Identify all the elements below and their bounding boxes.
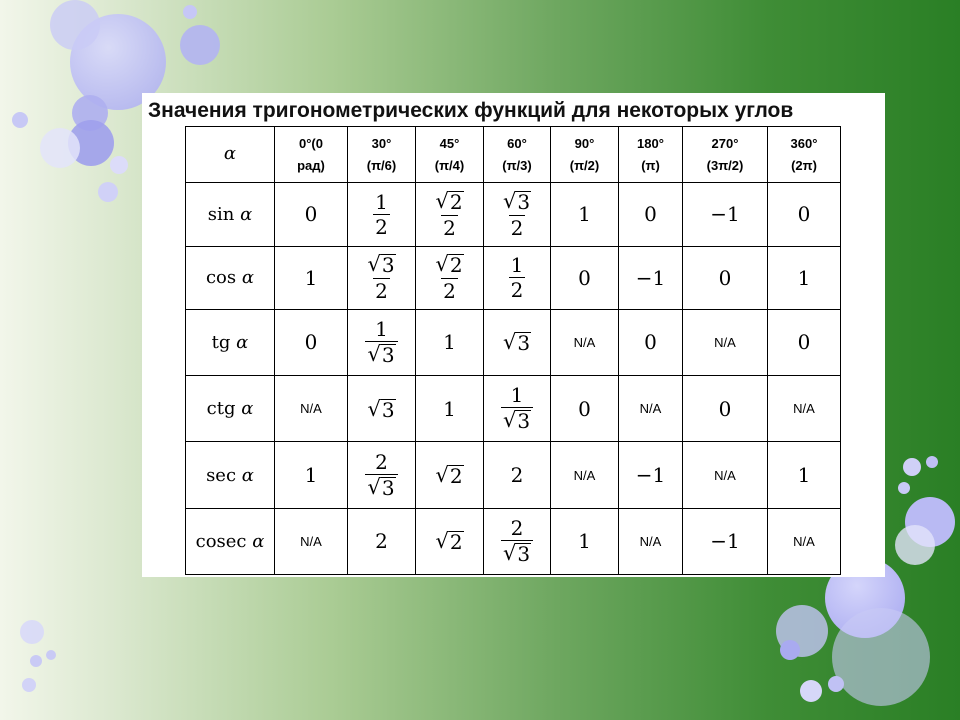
table-body xyxy=(186,127,841,575)
square-root: √ 3 xyxy=(367,396,395,422)
numerator-text: 2 xyxy=(510,515,524,540)
denominator-text: 2 xyxy=(375,279,388,304)
value-cell xyxy=(348,376,416,442)
value-text: 0 xyxy=(578,396,591,421)
numerator-text: 1 xyxy=(510,253,524,278)
radicand: 3 xyxy=(381,342,395,367)
column-header xyxy=(619,127,683,183)
value-text: 1 xyxy=(797,463,811,488)
value-cell-fraction xyxy=(348,442,416,508)
value-cell xyxy=(768,246,841,309)
function-name: ctg xyxy=(206,398,236,420)
decorative-bubble xyxy=(898,482,910,494)
column-header xyxy=(484,127,551,183)
value-cell-fraction xyxy=(348,246,416,309)
value-cell-fraction xyxy=(484,508,551,574)
function-label xyxy=(186,309,275,375)
value-cell xyxy=(619,246,683,309)
column-degrees: 90° xyxy=(574,135,595,151)
decorative-bubble xyxy=(40,128,80,168)
numerator xyxy=(365,254,397,278)
value-text: 0 xyxy=(644,202,657,227)
value-text: 0 xyxy=(718,265,732,290)
radicand: 3 xyxy=(381,253,395,278)
radicand: 3 xyxy=(517,409,531,434)
fraction xyxy=(373,189,390,239)
column-radians: (π) xyxy=(641,157,660,173)
value-text: N/A xyxy=(793,533,815,549)
value-cell xyxy=(416,309,484,375)
angle-variable: α xyxy=(241,464,254,486)
decorative-bubble xyxy=(832,608,930,706)
value-cell-na xyxy=(275,376,348,442)
numerator-text: 2 xyxy=(375,449,388,474)
square-root: √ 3 xyxy=(367,341,395,367)
value-text: 0 xyxy=(797,330,811,355)
value-cell-na xyxy=(619,376,683,442)
function-name: sin xyxy=(207,203,235,225)
numerator-text: 1 xyxy=(375,189,388,214)
square-root: √ 3 xyxy=(502,188,531,214)
fraction xyxy=(433,252,465,304)
value-cell xyxy=(275,246,348,309)
decorative-bubble xyxy=(183,5,197,19)
table-row xyxy=(186,246,841,309)
table-row xyxy=(186,376,841,442)
value-cell-fraction xyxy=(416,183,484,246)
value-text: 1 xyxy=(443,330,456,355)
value-cell xyxy=(683,183,768,246)
radicand: 3 xyxy=(517,331,531,356)
column-header xyxy=(683,127,768,183)
denominator xyxy=(373,214,390,237)
radicand: 2 xyxy=(449,530,463,555)
value-cell xyxy=(275,183,348,246)
value-text: 1 xyxy=(578,529,591,554)
numerator xyxy=(373,189,390,214)
radicand: 3 xyxy=(517,189,531,214)
numerator xyxy=(501,188,533,215)
angle-variable: α xyxy=(241,398,254,420)
value-cell-na xyxy=(683,309,768,375)
radicand: 2 xyxy=(449,189,463,214)
value-cell-fraction xyxy=(484,246,551,309)
value-cell xyxy=(619,183,683,246)
value-cell xyxy=(619,442,683,508)
value-cell-fraction xyxy=(348,183,416,246)
value-text: N/A xyxy=(573,467,596,483)
function-label xyxy=(186,508,275,574)
denominator xyxy=(501,407,533,432)
decorative-bubble xyxy=(895,525,935,565)
function-name: cosec xyxy=(195,530,247,552)
radicand: 3 xyxy=(381,397,395,422)
column-header xyxy=(348,127,416,183)
decorative-bubble xyxy=(30,655,42,667)
denominator xyxy=(441,215,458,238)
fraction xyxy=(501,515,533,566)
numerator xyxy=(433,254,465,278)
column-degrees: 270° xyxy=(711,135,739,151)
square-root: √ 2 xyxy=(435,252,463,278)
decorative-bubble xyxy=(98,182,118,202)
column-header xyxy=(275,127,348,183)
value-cell-na xyxy=(275,508,348,574)
value-cell xyxy=(484,442,551,508)
denominator xyxy=(365,474,397,499)
square-root: √ 2 xyxy=(435,463,463,489)
column-radians: (π/3) xyxy=(502,157,532,173)
value-text: 0 xyxy=(797,202,811,227)
value-text: N/A xyxy=(573,334,596,350)
denominator-text: 2 xyxy=(443,215,456,240)
trig-values-table xyxy=(185,126,841,575)
fraction xyxy=(501,385,533,432)
value-cell-na xyxy=(683,442,768,508)
angle-variable: α xyxy=(240,203,253,225)
value-text: 0 xyxy=(644,330,657,355)
fraction xyxy=(365,316,397,367)
decorative-bubble xyxy=(110,156,128,174)
value-cell xyxy=(768,183,841,246)
decorative-bubble xyxy=(903,458,921,476)
value-text: 1 xyxy=(578,202,591,227)
denominator xyxy=(509,215,526,238)
value-text: 1 xyxy=(304,265,318,290)
radicand: 3 xyxy=(517,541,531,566)
angle-variable: α xyxy=(252,530,265,552)
column-degrees: 0°(0 xyxy=(299,135,323,151)
column-degrees: 180° xyxy=(637,135,664,151)
column-header xyxy=(551,127,619,183)
value-cell-fraction xyxy=(484,183,551,246)
value-text: 0 xyxy=(304,202,318,227)
table-row xyxy=(186,442,841,508)
value-text: N/A xyxy=(714,467,736,483)
decorative-bubble xyxy=(50,0,100,50)
value-text: 2 xyxy=(510,463,524,488)
angle-variable: α xyxy=(241,267,255,289)
value-cell xyxy=(275,442,348,508)
value-cell xyxy=(484,309,551,375)
table-row xyxy=(186,309,841,375)
denominator xyxy=(441,278,458,304)
value-cell xyxy=(416,376,484,442)
decorative-bubble xyxy=(180,25,220,65)
radicand: 2 xyxy=(449,253,463,278)
decorative-bubble xyxy=(828,676,844,692)
value-cell-na xyxy=(768,508,841,574)
value-text: N/A xyxy=(793,401,815,417)
fraction xyxy=(365,449,397,500)
fraction xyxy=(509,253,526,303)
value-text: 2 xyxy=(375,529,388,554)
numerator-text: 1 xyxy=(510,383,524,408)
decorative-bubble xyxy=(22,678,36,692)
decorative-bubble xyxy=(46,650,56,660)
function-label xyxy=(186,246,275,309)
value-cell xyxy=(416,442,484,508)
decorative-bubble xyxy=(12,112,28,128)
numerator xyxy=(433,188,465,215)
value-text: N/A xyxy=(639,533,662,549)
column-degrees: 45° xyxy=(439,135,460,151)
value-text: 0 xyxy=(718,396,732,421)
value-cell xyxy=(768,442,841,508)
value-cell xyxy=(683,376,768,442)
decorative-bubble xyxy=(926,456,938,468)
value-text: 1 xyxy=(443,396,456,421)
denominator-text: 2 xyxy=(510,278,524,303)
column-degrees: 360° xyxy=(790,135,818,151)
value-text: −1 xyxy=(635,463,666,488)
numerator xyxy=(373,316,390,341)
value-cell xyxy=(551,246,619,309)
column-radians: (3π/2) xyxy=(706,157,744,173)
square-root: √ 3 xyxy=(367,252,395,278)
value-cell xyxy=(551,376,619,442)
angle-symbol: α xyxy=(223,143,237,165)
radicand: 3 xyxy=(381,475,395,500)
column-degrees: 30° xyxy=(371,135,392,151)
value-cell xyxy=(348,508,416,574)
function-name: sec xyxy=(206,464,237,486)
value-cell xyxy=(551,183,619,246)
value-text: N/A xyxy=(300,533,322,549)
square-root: √ 2 xyxy=(435,529,463,555)
numerator xyxy=(373,449,390,474)
angle-variable: α xyxy=(236,331,249,353)
square-root: √ 2 xyxy=(435,188,463,214)
table-row xyxy=(186,183,841,246)
table-row xyxy=(186,508,841,574)
numerator xyxy=(509,255,526,277)
denominator xyxy=(509,277,526,303)
function-label xyxy=(186,376,275,442)
column-radians: рад) xyxy=(297,157,325,173)
value-text: −1 xyxy=(635,265,666,290)
value-cell xyxy=(275,309,348,375)
function-label xyxy=(186,183,275,246)
square-root: √ 3 xyxy=(502,330,531,356)
page-title: Значения тригонометрических функций для некоторых углов xyxy=(148,99,794,122)
fraction xyxy=(365,252,397,304)
decorative-bubble xyxy=(780,640,800,660)
fraction xyxy=(501,188,533,240)
column-header xyxy=(416,127,484,183)
denominator-text: 2 xyxy=(510,215,524,240)
value-text: 1 xyxy=(304,463,318,488)
value-cell-na xyxy=(768,376,841,442)
value-cell-na xyxy=(551,309,619,375)
value-cell-fraction xyxy=(484,376,551,442)
numerator xyxy=(509,385,526,407)
value-cell xyxy=(683,508,768,574)
value-text: −1 xyxy=(710,529,740,554)
numerator-text: 1 xyxy=(375,316,388,341)
value-cell-na xyxy=(619,508,683,574)
table-header-row xyxy=(186,127,841,183)
column-degrees: 60° xyxy=(507,135,527,151)
numerator xyxy=(509,515,526,540)
denominator-text: 2 xyxy=(375,214,388,239)
denominator xyxy=(501,540,533,565)
value-cell-na xyxy=(551,442,619,508)
value-cell-fraction xyxy=(348,309,416,375)
column-radians: (π/2) xyxy=(569,157,600,173)
denominator-text: 2 xyxy=(443,279,456,304)
value-text: 0 xyxy=(578,265,591,290)
value-text: 1 xyxy=(797,265,811,290)
function-name: cos xyxy=(205,267,237,289)
column-radians: (π/4) xyxy=(434,157,465,173)
radicand: 2 xyxy=(449,464,463,489)
function-name: tg xyxy=(211,331,231,353)
column-radians: (2π) xyxy=(791,157,817,173)
value-text: −1 xyxy=(710,202,740,227)
value-text: 0 xyxy=(304,330,318,355)
angle-header-cell xyxy=(186,127,275,183)
value-cell-fraction xyxy=(416,246,484,309)
column-radians: (π/6) xyxy=(366,157,397,173)
value-cell xyxy=(768,309,841,375)
value-text: N/A xyxy=(639,401,662,417)
fraction xyxy=(433,188,465,240)
value-cell xyxy=(551,508,619,574)
column-header xyxy=(768,127,841,183)
denominator xyxy=(373,278,390,304)
value-cell xyxy=(619,309,683,375)
square-root: √ 3 xyxy=(367,474,395,500)
value-cell xyxy=(683,246,768,309)
value-cell xyxy=(416,508,484,574)
decorative-bubble xyxy=(20,620,44,644)
value-text: N/A xyxy=(714,334,736,350)
denominator xyxy=(365,341,397,366)
decorative-bubble xyxy=(800,680,822,702)
function-label xyxy=(186,442,275,508)
square-root: √ 3 xyxy=(502,540,531,566)
square-root: √ 3 xyxy=(502,408,531,434)
value-text: N/A xyxy=(300,401,322,417)
